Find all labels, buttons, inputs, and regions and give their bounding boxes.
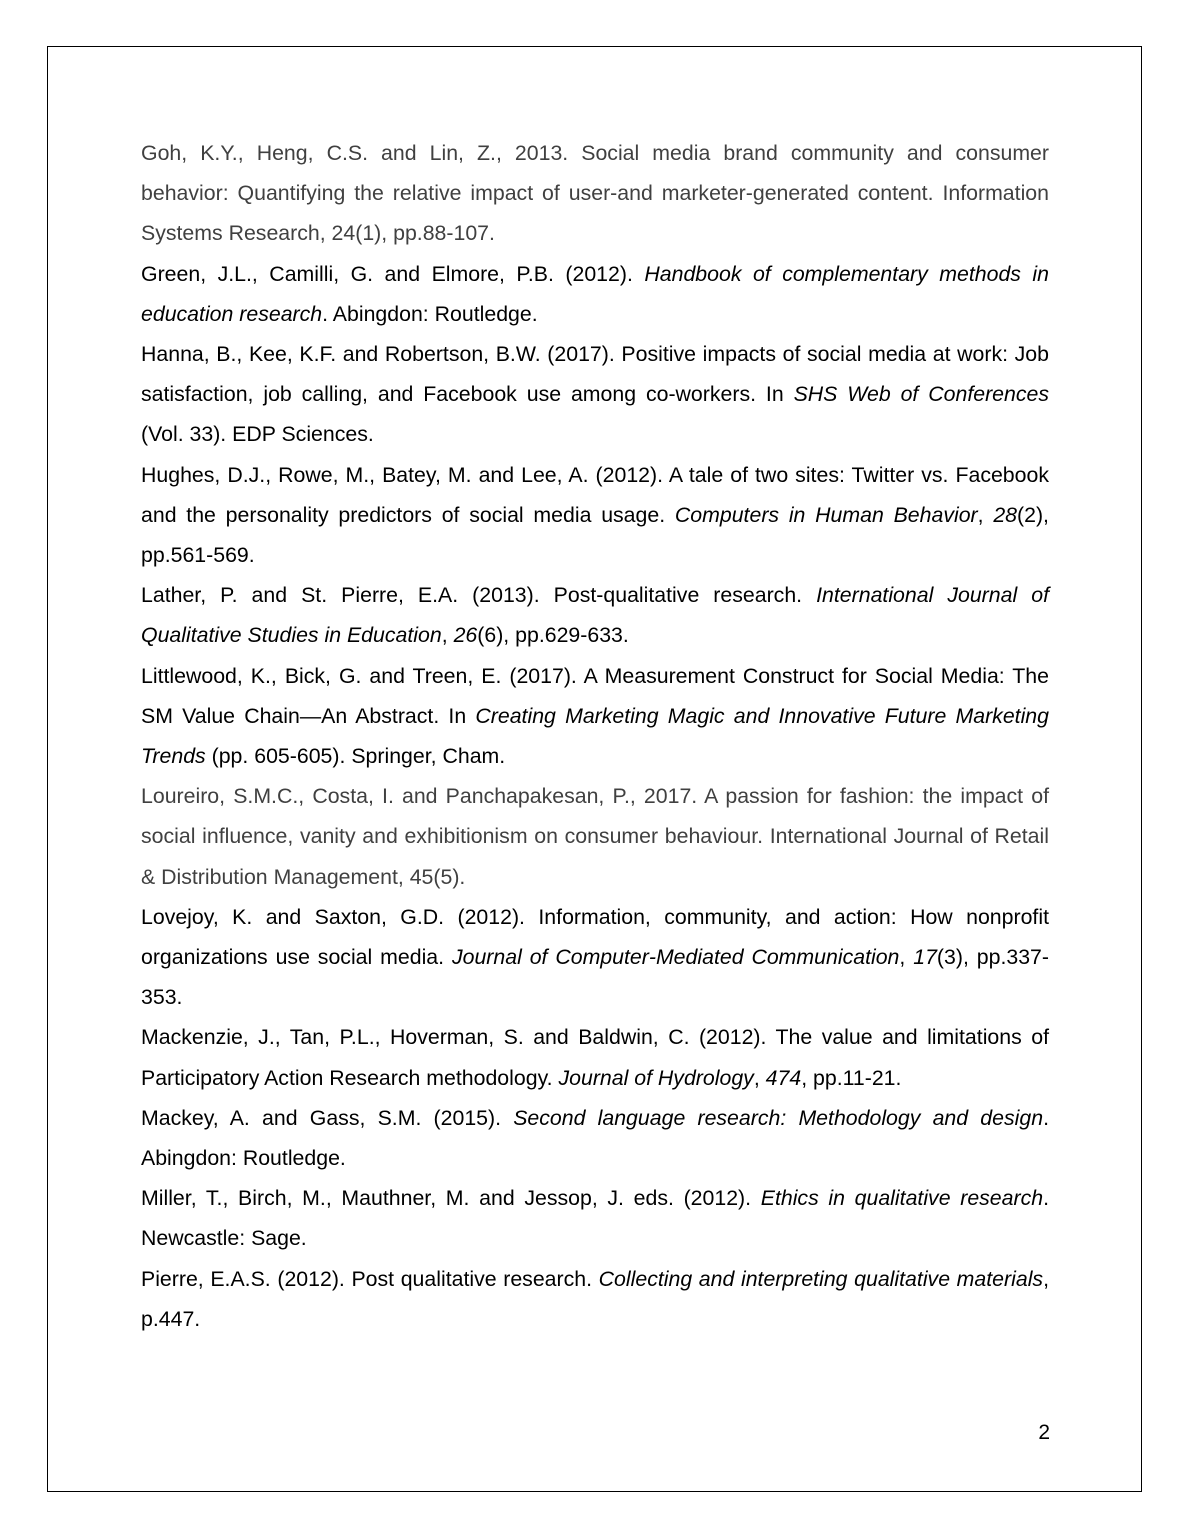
reference-text: , [753,1065,766,1090]
reference-italic-text: Handbook of complementary methods in education research [141,261,1049,326]
reference-italic-text: SHS Web of Conferences [793,382,1049,407]
reference-text: Lather, P. and St. Pierre, E.A. (2013). Post-qualitative research. [141,583,817,608]
reference-italic-text: Ethics in qualitative research [760,1186,1044,1211]
reference-italic-text: Creating Marketing Magic and Innovative Future Marketing Trends [141,703,1049,769]
reference-text: Pierre, E.A.S. (2012). Post qualitative research. [141,1266,599,1291]
reference-entry [141,133,1049,254]
reference-text: Goh, K.Y., Heng, C.S. and Lin, Z., 2013. Social media brand community and consumer behavior: Quantifying the relative impact of user-and marketer-generated content. Information Systems Research, 24(1), pp.88-107. [141,141,1049,246]
reference-entry [141,334,1049,455]
reference-text: (pp. 605-605). Springer, Cham. [205,744,506,769]
reference-text: . Abingdon: Routledge. [141,1105,1049,1171]
reference-entry [141,1259,1049,1339]
reference-text: , pp.11-21. [801,1065,902,1090]
reference-text: , [899,945,914,970]
reference-italic-text: 28 [993,502,1018,527]
reference-text: (Vol. 33). EDP Sciences. [141,422,374,447]
reference-entry [141,575,1049,655]
reference-entry [141,1178,1049,1258]
reference-italic-text: Journal of Computer‐Mediated Communication [451,945,900,970]
reference-text: Hanna, B., Kee, K.F. and Robertson, B.W. (2017). Positive impacts of social media at work: Job satisfaction, job calling, and Facebook use among co-workers. In [141,342,1049,407]
reference-text: Miller, T., Birch, M., Mauthner, M. and Jessop, J. eds. (2012). [141,1186,761,1211]
reference-text: , [441,623,454,648]
reference-text: Littlewood, K., Bick, G. and Treen, E. (2017). A Measurement Construct for Social Media: The SM Value Chain—An Abstract. In [141,663,1049,728]
reference-entry [141,1017,1049,1097]
reference-text: Mackenzie, J., Tan, P.L., Hoverman, S. and Baldwin, C. (2012). The value and limitations of Participatory Action Research methodology. [141,1025,1049,1090]
reference-entry [141,1098,1049,1178]
reference-text: Loureiro, S.M.C., Costa, I. and Panchapakesan, P., 2017. A passion for fashion: the impact of social influence, vanity and exhibitionism on consumer behaviour. International Journal of Retail & Distribution Management, 45(5). [141,784,1049,889]
reference-text: Green, J.L., Camilli, G. and Elmore, P.B. (2012). [141,261,645,286]
reference-entry [141,254,1049,334]
reference-entry [141,455,1049,576]
reference-entry [141,656,1049,777]
reference-text: , [977,502,994,527]
reference-text: (3), pp.337-353. [141,945,1049,1010]
reference-text: Hughes, D.J., Rowe, M., Batey, M. and Lee, A. (2012). A tale of two sites: Twitter vs. Facebook and the personality predictors of social media usage. [141,462,1049,527]
reference-entry [141,776,1049,897]
reference-italic-text: 474 [765,1065,802,1090]
page-number: 2 [1038,1421,1050,1444]
reference-italic-text: International Journal of Qualitative Studies in Education [141,583,1049,648]
reference-text: . Newcastle: Sage. [141,1186,1050,1251]
reference-text: . Abingdon: Routledge. [322,301,538,326]
reference-text: (2), pp.561-569. [141,502,1049,568]
reference-italic-text: Computers in Human Behavior [674,502,978,527]
reference-text: Lovejoy, K. and Saxton, G.D. (2012). Information, community, and action: How nonprofit organizations use social media. [141,904,1049,970]
reference-list [141,133,1049,1339]
reference-text: (6), pp.629-633. [477,623,629,648]
reference-text: , p.447. [141,1266,1049,1331]
reference-italic-text: 26 [453,623,478,648]
reference-italic-text: Collecting and interpreting qualitative materials [598,1266,1044,1291]
reference-italic-text: Second language research: Methodology and design [513,1105,1044,1130]
reference-entry [141,897,1049,1018]
reference-text: Mackey, A. and Gass, S.M. (2015). [141,1105,514,1130]
reference-italic-text: 17 [913,945,937,970]
reference-italic-text: Journal of Hydrology [558,1065,754,1090]
